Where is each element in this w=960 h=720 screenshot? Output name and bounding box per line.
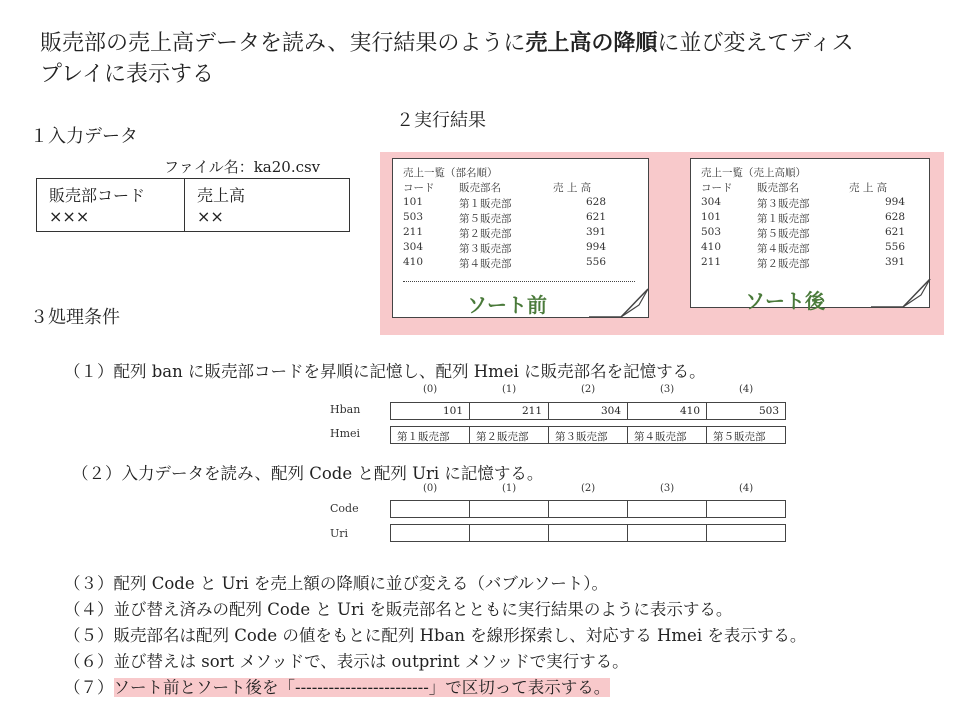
hmei-cell-value: 第３販売部	[555, 431, 608, 443]
before-title: 売上一覧（部名順）	[403, 167, 498, 179]
page-curl-icon	[871, 271, 931, 309]
condition-7-highlight: ソート前とソート後を「------------------------」で区切って表示する。	[113, 678, 611, 697]
col1-value: ×××	[49, 207, 90, 226]
before-row-name: 第４販売部	[459, 258, 512, 270]
code-cell	[548, 500, 628, 518]
after-row-name: 第５販売部	[757, 228, 810, 240]
code-cell	[469, 500, 549, 518]
hmei-cell	[706, 426, 786, 444]
hban-cell-value: 503	[758, 405, 779, 417]
hmei-cell-value: 第１販売部	[397, 431, 450, 443]
index-label: (4)	[739, 384, 754, 395]
hmei-cell	[627, 426, 707, 444]
after-sort-note	[690, 158, 930, 313]
after-row-code: 211	[701, 256, 722, 268]
before-row-name: 第５販売部	[459, 213, 512, 225]
index-label: (0)	[423, 483, 438, 494]
before-row-code: 211	[403, 226, 424, 238]
hmei-cell	[469, 426, 549, 444]
hmei-cell	[548, 426, 628, 444]
before-header-code: コード	[403, 182, 435, 194]
after-header-code: コード	[701, 182, 733, 194]
before-row-sales: 994	[585, 241, 606, 253]
filename-label: ファイル名：ka20.csv	[164, 158, 321, 176]
title-bold: 売上高の降順	[525, 31, 658, 56]
before-row-code: 503	[403, 211, 424, 223]
hmei-cell	[390, 426, 470, 444]
uri-cell	[548, 524, 628, 542]
slide-title	[40, 28, 940, 90]
input-data-heading: １入力データ	[30, 126, 138, 147]
condition-5: （５）販売部名は配列 Code の値をもとに配列 Hban を線形探索し、対応する Hmei を表示する。	[64, 626, 807, 645]
condition-4: （４）並び替え済みの配列 Code と Uri を販売部名とともに実行結果のように表示する。	[64, 600, 733, 619]
after-header-name: 販売部名	[757, 182, 799, 194]
input-data-table	[36, 178, 350, 232]
after-title: 売上一覧（売上高順）	[701, 167, 806, 179]
before-label: ソート前	[467, 293, 547, 317]
code-cell	[706, 500, 786, 518]
before-row-name: 第３販売部	[459, 243, 512, 255]
code-uri-arrays	[330, 482, 790, 544]
title-part1: 販売部の売上高データを読み、実行結果のように	[40, 31, 526, 56]
hmei-cell-value: 第４販売部	[634, 431, 687, 443]
before-header-name: 販売部名	[459, 182, 501, 194]
conditions-heading: ３処理条件	[30, 307, 120, 328]
after-row-code: 410	[701, 241, 722, 253]
after-row-code: 304	[701, 196, 722, 208]
index-label: (2)	[581, 384, 596, 395]
before-row-code: 410	[403, 256, 424, 268]
hban-cell-value: 304	[600, 405, 621, 417]
after-row-name: 第２販売部	[757, 258, 810, 270]
table-divider	[184, 179, 185, 231]
before-row-sales: 556	[585, 256, 606, 268]
before-row-code: 101	[403, 196, 424, 208]
hban-cell-value: 101	[442, 405, 463, 417]
index-label: (4)	[739, 483, 754, 494]
hban-cell-value: 211	[521, 405, 542, 417]
col2-value: ××	[197, 207, 224, 226]
uri-cell	[706, 524, 786, 542]
after-header-sales: 売 上 高	[849, 182, 888, 194]
hmei-cell-value: 第５販売部	[713, 431, 766, 443]
index-label: (1)	[502, 384, 517, 395]
condition-7-prefix: （７）	[64, 678, 114, 697]
after-row-sales: 556	[884, 241, 905, 253]
hban-cell	[390, 402, 470, 420]
condition-6: （６）並び替えは sort メソッドで、表示は outprint メソッドで実行する。	[64, 652, 629, 671]
before-row-sales: 628	[585, 196, 606, 208]
hban-cell-value: 410	[679, 405, 700, 417]
condition-7	[64, 674, 610, 698]
after-row-code: 101	[701, 211, 722, 223]
uri-cell	[469, 524, 549, 542]
before-row-name: 第２販売部	[459, 228, 512, 240]
before-row-sales: 621	[585, 211, 606, 223]
index-label: (0)	[423, 384, 438, 395]
code-cell	[390, 500, 470, 518]
before-header-sales: 売 上 高	[553, 182, 592, 194]
index-label: (3)	[660, 483, 675, 494]
after-row-sales: 628	[884, 211, 905, 223]
uri-cell	[390, 524, 470, 542]
hmei-label: Hmei	[330, 427, 361, 440]
title-part2: に並び変えてディス	[657, 31, 854, 56]
hban-cell	[627, 402, 707, 420]
after-row-name: 第３販売部	[757, 198, 810, 210]
index-label: (2)	[581, 483, 596, 494]
index-label: (1)	[502, 483, 517, 494]
after-row-sales: 994	[884, 196, 905, 208]
before-sort-note	[392, 158, 649, 318]
code-cell	[627, 500, 707, 518]
code-label: Code	[330, 502, 359, 515]
hban-cell	[469, 402, 549, 420]
condition-2: （２）入力データを読み、配列 Code と配列 Uri に記憶する。	[72, 464, 544, 483]
after-row-name: 第１販売部	[757, 213, 810, 225]
hban-hmei-arrays	[330, 383, 790, 445]
col2-header: 売上高	[197, 186, 246, 205]
hmei-cell-value: 第２販売部	[476, 431, 529, 443]
after-row-sales: 621	[884, 226, 905, 238]
result-heading: ２実行結果	[396, 110, 486, 131]
before-row-sales: 391	[585, 226, 606, 238]
after-row-code: 503	[701, 226, 722, 238]
condition-1: （１）配列 ban に販売部コードを昇順に記憶し、配列 Hmei に販売部名を記憶する。	[64, 362, 706, 381]
after-label: ソート後	[745, 289, 825, 313]
title-line2: プレイに表示する	[40, 62, 215, 87]
index-label: (3)	[660, 384, 675, 395]
condition-3: （３）配列 Code と Uri を売上額の降順に並び変える（バブルソート）。	[64, 574, 609, 593]
before-row-code: 304	[403, 241, 424, 253]
hban-cell	[548, 402, 628, 420]
before-row-name: 第１販売部	[459, 198, 512, 210]
hban-cell	[706, 402, 786, 420]
page-curl-icon	[589, 281, 649, 319]
uri-cell	[627, 524, 707, 542]
after-row-name: 第４販売部	[757, 243, 810, 255]
uri-label: Uri	[330, 527, 349, 540]
col1-header: 販売部コード	[49, 186, 146, 205]
after-row-sales: 391	[884, 256, 905, 268]
hban-label: Hban	[330, 403, 361, 416]
